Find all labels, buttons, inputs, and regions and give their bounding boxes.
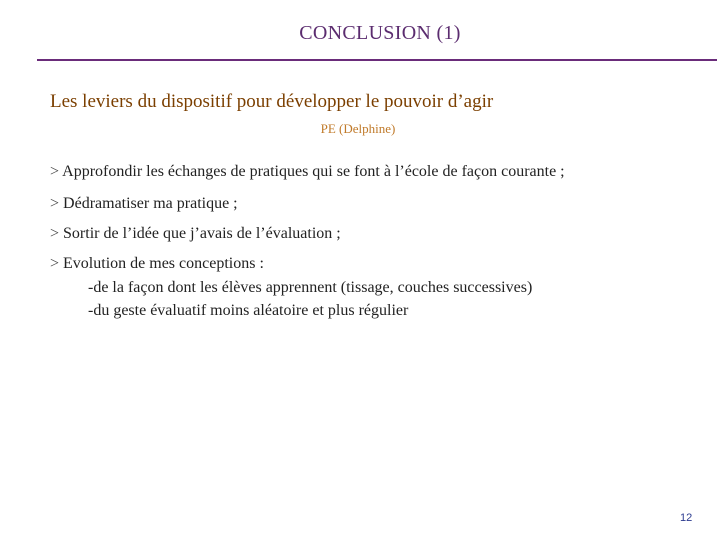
bullet-marker: > [50,225,60,242]
author-label: PE (Delphine) [320,121,396,136]
slide-subtitle: Les leviers du dispositif pour développer le pouvoir d’agir [50,91,494,112]
page-number: 12 [680,512,693,524]
bullet-text: Sortir de l’idée que j’avais de l’évaluation ; [63,225,341,242]
bullet-marker: > [50,255,60,272]
slide-title: CONCLUSION (1) [299,22,461,44]
bullet-item [50,163,565,181]
sub-item: -de la façon dont les élèves apprennent (tissage, couches successives) [88,279,533,296]
bullet-text: Evolution de mes conceptions : [63,255,264,272]
bullet-item [50,225,341,243]
bullet-text: Dédramatiser ma pratique ; [63,195,238,212]
bullet-text: Approfondir les échanges de pratiques qui se font à l’école de façon courante ; [62,163,565,180]
bullet-marker: > [50,163,60,180]
bullet-item [50,195,238,213]
sub-item: -du geste évaluatif moins aléatoire et plus régulier [88,302,409,319]
bullet-marker: > [50,195,60,212]
bullet-item [50,255,264,273]
title-divider [37,59,717,61]
